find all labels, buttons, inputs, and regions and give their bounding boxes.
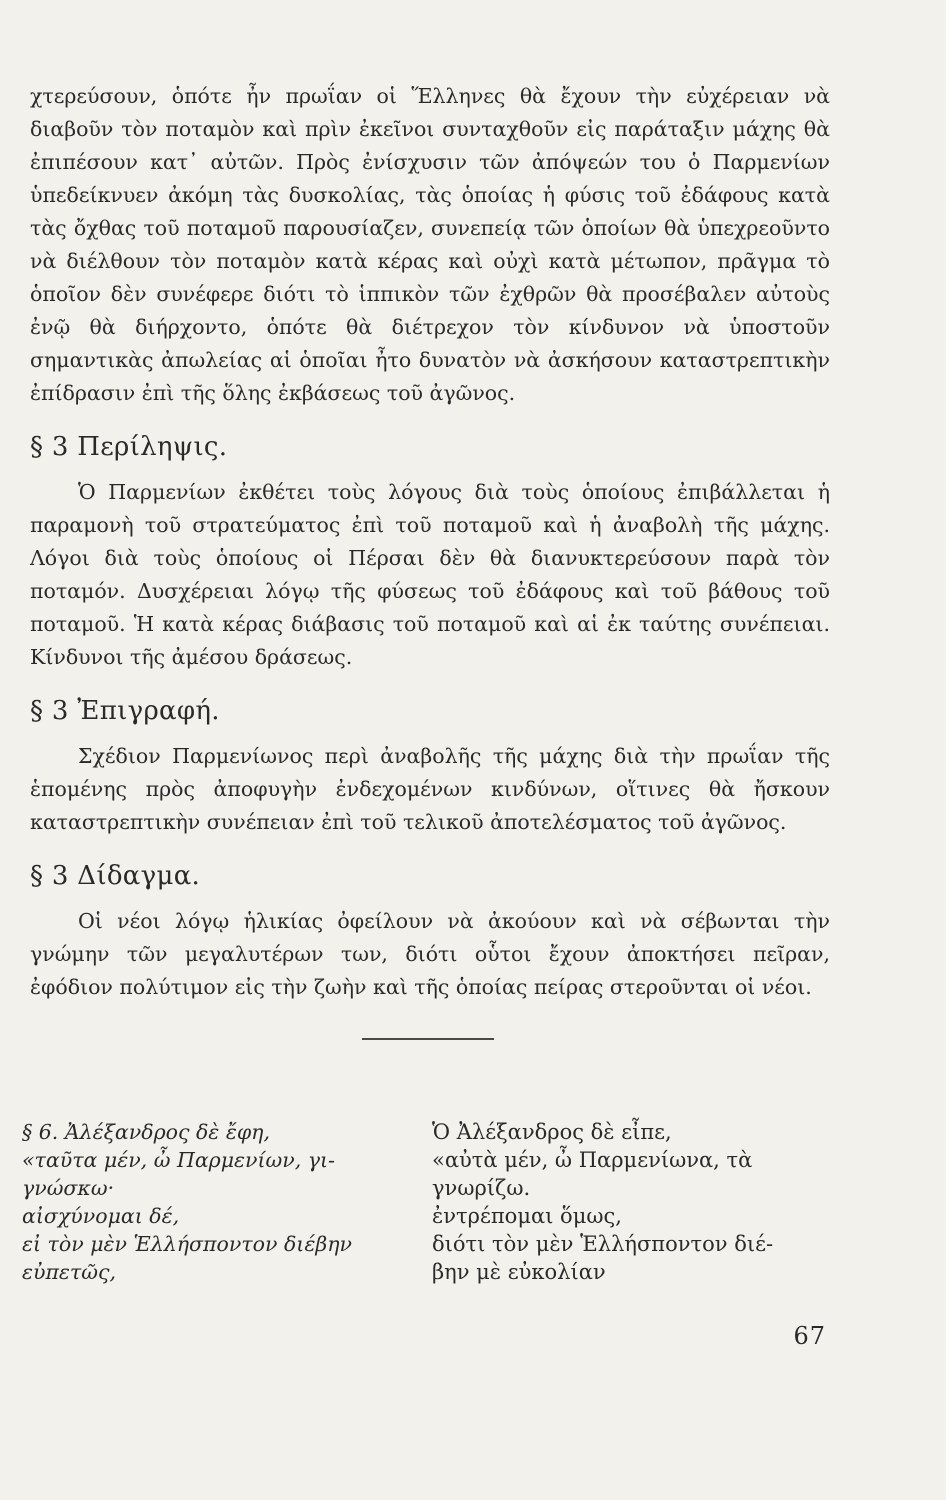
original-line: εἰ τὸν μὲν Ἑλλήσποντον διέβην bbox=[22, 1232, 352, 1256]
section-heading-title: § 3 Ἐπιγραφή. bbox=[30, 696, 220, 726]
original-text-column bbox=[22, 1118, 402, 1286]
original-line: αἰσχύνομαι δέ, bbox=[22, 1204, 180, 1228]
translation-line: «αὐτὰ μέν, ὦ Παρμενίωνα, τὰ bbox=[432, 1148, 753, 1172]
section-text-lesson: Οἱ νέοι λόγῳ ἡλικίας ὀφείλουν νὰ ἀκούουν καὶ νὰ σέβωνται τὴν γνώμην τῶν μεγαλυτέρων των, διότι οὗτοι ἔχουν ἀποκτήσει πεῖραν, ἐφόδιον πολύτιμον εἰς τὴν ζωὴν καὶ τῆς ὁποίας πείρας στεροῦνται οἱ νέοι. bbox=[30, 909, 830, 999]
original-line: § 6. Ἀλέξανδρος δὲ ἔφη, bbox=[22, 1120, 270, 1144]
parallel-text bbox=[22, 1118, 842, 1286]
section-lesson bbox=[30, 859, 830, 1004]
original-line: «ταῦτα μέν, ὦ Παρμενίων, γι- bbox=[22, 1148, 335, 1172]
translation-line: διότι τὸν μὲν Ἑλλήσποντον διέ- bbox=[432, 1232, 774, 1256]
translation-column bbox=[432, 1118, 842, 1286]
section-text-title: Σχέδιον Παρμενίωνος περὶ ἀναβολῆς τῆς μάχης διὰ τὴν πρωΐαν τῆς ἑπομένης πρὸς ἀποφυγὴν ἐνδεχομένων κινδύνων, οἵτινες θὰ ἤσκουν καταστρεπτικὴν συνέπειαν ἐπὶ τοῦ τελικοῦ ἀποτελέσματος τοῦ ἀγῶνος. bbox=[30, 744, 830, 834]
page-number: 67 bbox=[793, 1322, 826, 1350]
section-heading-summary: § 3 Περίληψις. bbox=[30, 432, 228, 462]
opening-paragraph: χτερεύσουν, ὁπότε ἦν πρωΐαν οἱ Ἕλληνες θὰ ἔχουν τὴν εὐχέρειαν νὰ διαβοῦν τὸν ποταμὸν καὶ πρὶν ἐκεῖνοι συνταχθοῦν εἰς παράταξιν μάχης θὰ ἐπιπέσουν κατ᾽ αὐτῶν. Πρὸς ἐνίσχυσιν τῶν ἀπόψεών του ὁ Παρμενίων ὑπεδείκνυεν ἀκόμη τὰς δυσκολίας, τὰς ὁποίας ἡ φύσις τοῦ ἐδάφους κατὰ τὰς ὄχθας τοῦ ποταμοῦ παρουσίαζεν, συνεπείᾳ τῶν ὁποίων θὰ ὑπεχρεοῦντο νὰ διέλθουν τὸν ποταμὸν κατὰ κέρας καὶ οὐχὶ κατὰ μέτωπον, πρᾶγμα τὸ ὁποῖον δὲν συνέφερε διότι τὸ ἱππικὸν τῶν ἐχθρῶν θὰ προσέβαλεν αὐτοὺς ἐνῷ θὰ διήρχοντο, ὁπότε θὰ διέτρεχον τὸν κίνδυνον νὰ ὑποστοῦν σημαντικὰς ἀπωλείας αἱ ὁποῖαι ἦτο δυνατὸν νὰ ἀσκήσουν καταστρεπτικὴν ἐπίδρασιν ἐπὶ τῆς ὅλης ἐκβάσεως τοῦ ἀγῶνος. bbox=[30, 84, 830, 405]
section-divider bbox=[362, 1038, 494, 1040]
section-text-summary: Ὁ Παρμενίων ἐκθέτει τοὺς λόγους διὰ τοὺς ὁποίους ἐπιβάλλεται ἡ παραμονὴ τοῦ στρατεύματος ἐπὶ τοῦ ποταμοῦ καὶ ἡ ἀναβολὴ τῆς μάχης. Λόγοι διὰ τοὺς ὁποίους οἱ Πέρσαι δὲν θὰ διανυκτερεύσουν παρὰ τὸν ποταμόν. Δυσχέρειαι λόγῳ τῆς φύσεως τοῦ ἐδάφους καὶ τοῦ βάθους τοῦ ποταμοῦ. Ἡ κατὰ κέρας διάβασις τοῦ ποταμοῦ καὶ αἱ ἐκ ταύτης συνέπειαι. Κίνδυνοι τῆς ἀμέσου δράσεως. bbox=[30, 480, 830, 669]
section-title bbox=[30, 694, 830, 839]
translation-line: Ὁ Ἀλέξανδρος δὲ εἶπε, bbox=[432, 1120, 672, 1144]
page-body bbox=[30, 80, 830, 1040]
original-line: εὐπετῶς, bbox=[22, 1260, 116, 1284]
translation-line: βην μὲ εὐκολίαν bbox=[432, 1260, 606, 1284]
section-summary bbox=[30, 430, 830, 674]
translation-line: γνωρίζω. bbox=[432, 1176, 531, 1200]
section-heading-lesson: § 3 Δίδαγμα. bbox=[30, 861, 201, 891]
original-line: γνώσκω· bbox=[22, 1176, 115, 1200]
translation-line: ἐντρέπομαι ὅμως, bbox=[432, 1204, 622, 1228]
